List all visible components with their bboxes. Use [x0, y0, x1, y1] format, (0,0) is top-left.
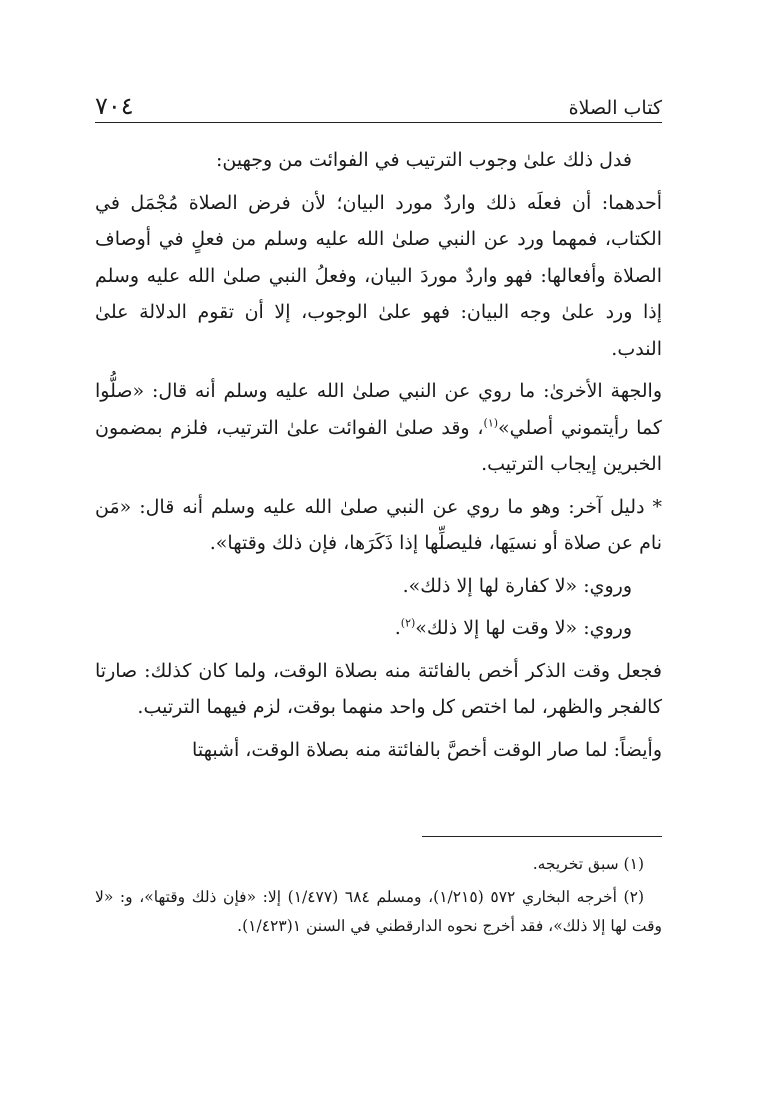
paragraph-1: فدل ذلك علىٰ وجوب الترتيب في الفوائت من وجهين:: [215, 149, 632, 171]
paragraph-3-text-a: والجهة الأخرىٰ: ما روي عن النبي صلىٰ الله عليه وسلم أنه قال: «صلُّوا كما رأيتموني أصلي»: [95, 380, 662, 439]
footnotes: [95, 850, 662, 945]
paragraph-7: فجعل وقت الذكر أخص بالفائتة منه بصلاة الوقت، ولما كان كذلك: صارتا كالفجر والظهر، لما اختص كل واحد منهما بوقت، لزم فيهما الترتيب.: [95, 659, 662, 718]
paragraph-5: وروي: «لا كفارة لها إلا ذلك».: [402, 574, 632, 597]
paragraph-6-text-b: .: [394, 617, 401, 639]
paragraph-4: * دليل آخر: وهو ما روي عن النبي صلىٰ الله عليه وسلم أنه قال: «مَن نام عن صلاة أو نسيَها، فليصلِّها إذا ذَكَرَها، فإن ذلك وقتها».: [95, 495, 662, 554]
footnote-1: (١) سبق تخريجه.: [532, 855, 644, 873]
paragraph-2: أحدهما: أن فعلَه ذلك واردٌ مورد البيان؛ لأن فرض الصلاة مُجْمَل في الكتاب، فمهما ورد عن النبي صلىٰ الله عليه وسلم من فعلٍ في أوصاف الصلاة وأفعالها: فهو واردٌ موردَ البيان، وفعلُ النبي صلىٰ الله عليه وسلم إذا ورد علىٰ وجه البيان: فهو علىٰ الوجوب، إلا أن تقوم الدلالة علىٰ الندب.: [95, 191, 662, 360]
footnote-ref-2: (٢): [400, 616, 416, 630]
paragraph-6-text-a: وروي: «لا وقت لها إلا ذلك»: [415, 617, 632, 639]
footnote-ref-1: (١): [483, 416, 499, 430]
running-header: [95, 84, 662, 118]
paragraph-3-text-b: ، وقد صلىٰ الفوائت علىٰ الترتيب، فلزم بمضمون الخبرين إيجاب الترتيب.: [95, 416, 662, 475]
footnote-2: (٢) أخرجه البخاري ٥٧٢ (١/٢١٥)، ومسلم ٦٨٤ (١/٤٧٧) إلا: «فإن ذلك وقتها»، و: «لا وقت لها إلا ذلك»، فقد أخرج نحوه الدارقطني في السنن ١(١/٤٢٣).: [95, 888, 662, 935]
header-divider: [95, 122, 662, 123]
page-number: ٧٠٤: [95, 92, 134, 120]
paragraph-8: وأيضاً: لما صار الوقت أخصَّ بالفائتة منه بصلاة الوقت، أشبهتا: [192, 738, 662, 761]
paragraph-3: [95, 373, 662, 483]
paragraph-6: [95, 610, 662, 647]
main-text: [95, 142, 662, 774]
footnote-divider: [422, 836, 662, 837]
book-title: كتاب الصلاة: [568, 97, 662, 119]
